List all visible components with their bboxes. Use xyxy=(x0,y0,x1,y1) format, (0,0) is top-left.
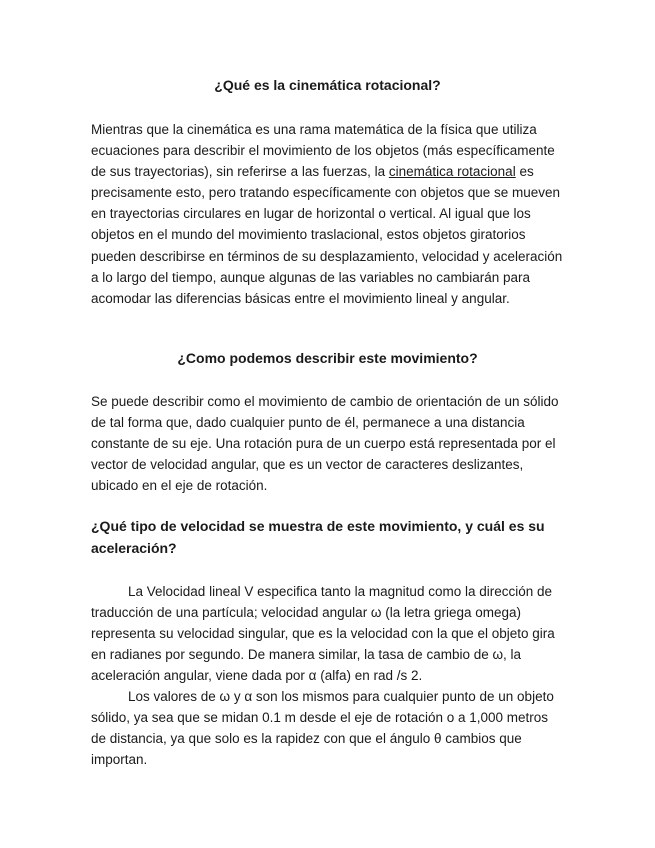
paragraph-velocity: La Velocidad lineal V especifica tanto la magnitud como la dirección de traducción de una partícula; velocidad angular ω (la letra griega omega) representa su velocidad singular, que es la velocidad con la que el objeto gira en radianes por segundo. De manera similar, la tasa de cambio de ω, la aceleración angular, viene dada por α (alfa) en rad /s 2. xyxy=(91,584,555,684)
paragraph-intro xyxy=(91,119,565,309)
paragraph-intro-text-2: es precisamente esto, pero tratando específicamente con objetos que se mueven en trayectorias circulares en lugar de horizontal o vertical. Al igual que los objetos en el mundo del movimiento traslacional, estos objetos giratorios pueden describirse en términos de su desplazamiento, velocidad y aceleración a lo largo del tiempo, aunque algunas de las variables no cambiarán para acomodar las diferencias básicas entre el movimiento lineal y angular. xyxy=(91,164,563,306)
paragraph-intro-text-1: Mientras que la cinemática es una rama matemática de la física que utiliza ecuaciones para describir el movimiento de los objetos (más específicamente de sus trayectorias), sin referirse a las fuerzas, la xyxy=(91,122,555,180)
paragraph-describe: Se puede describir como el movimiento de cambio de orientación de un sólido de tal forma que, dado cualquier punto de él, permanece a una distancia constante de su eje. Una rotación pura de un cuerpo está representada por el vector de velocidad angular, que es un vector de caracteres deslizantes, ubicado en el eje de rotación. xyxy=(91,394,559,494)
paragraph-values: Los valores de ω y α son los mismos para cualquier punto de un objeto sólido, ya sea que se midan 0.1 m desde el eje de rotación o a 1,000 metros de distancia, ya que solo es la rapidez con que el ángulo θ cambios que importan. xyxy=(91,689,554,768)
section-heading-velocity: ¿Qué tipo de velocidad se muestra de este movimiento, y cuál es su aceleración? xyxy=(91,518,545,556)
section-heading-describe: ¿Como podemos describir este movimiento? xyxy=(177,350,478,366)
page-title: ¿Qué es la cinemática rotacional? xyxy=(214,77,441,93)
rotational-kinematics-link[interactable]: cinemática rotacional xyxy=(388,164,516,180)
